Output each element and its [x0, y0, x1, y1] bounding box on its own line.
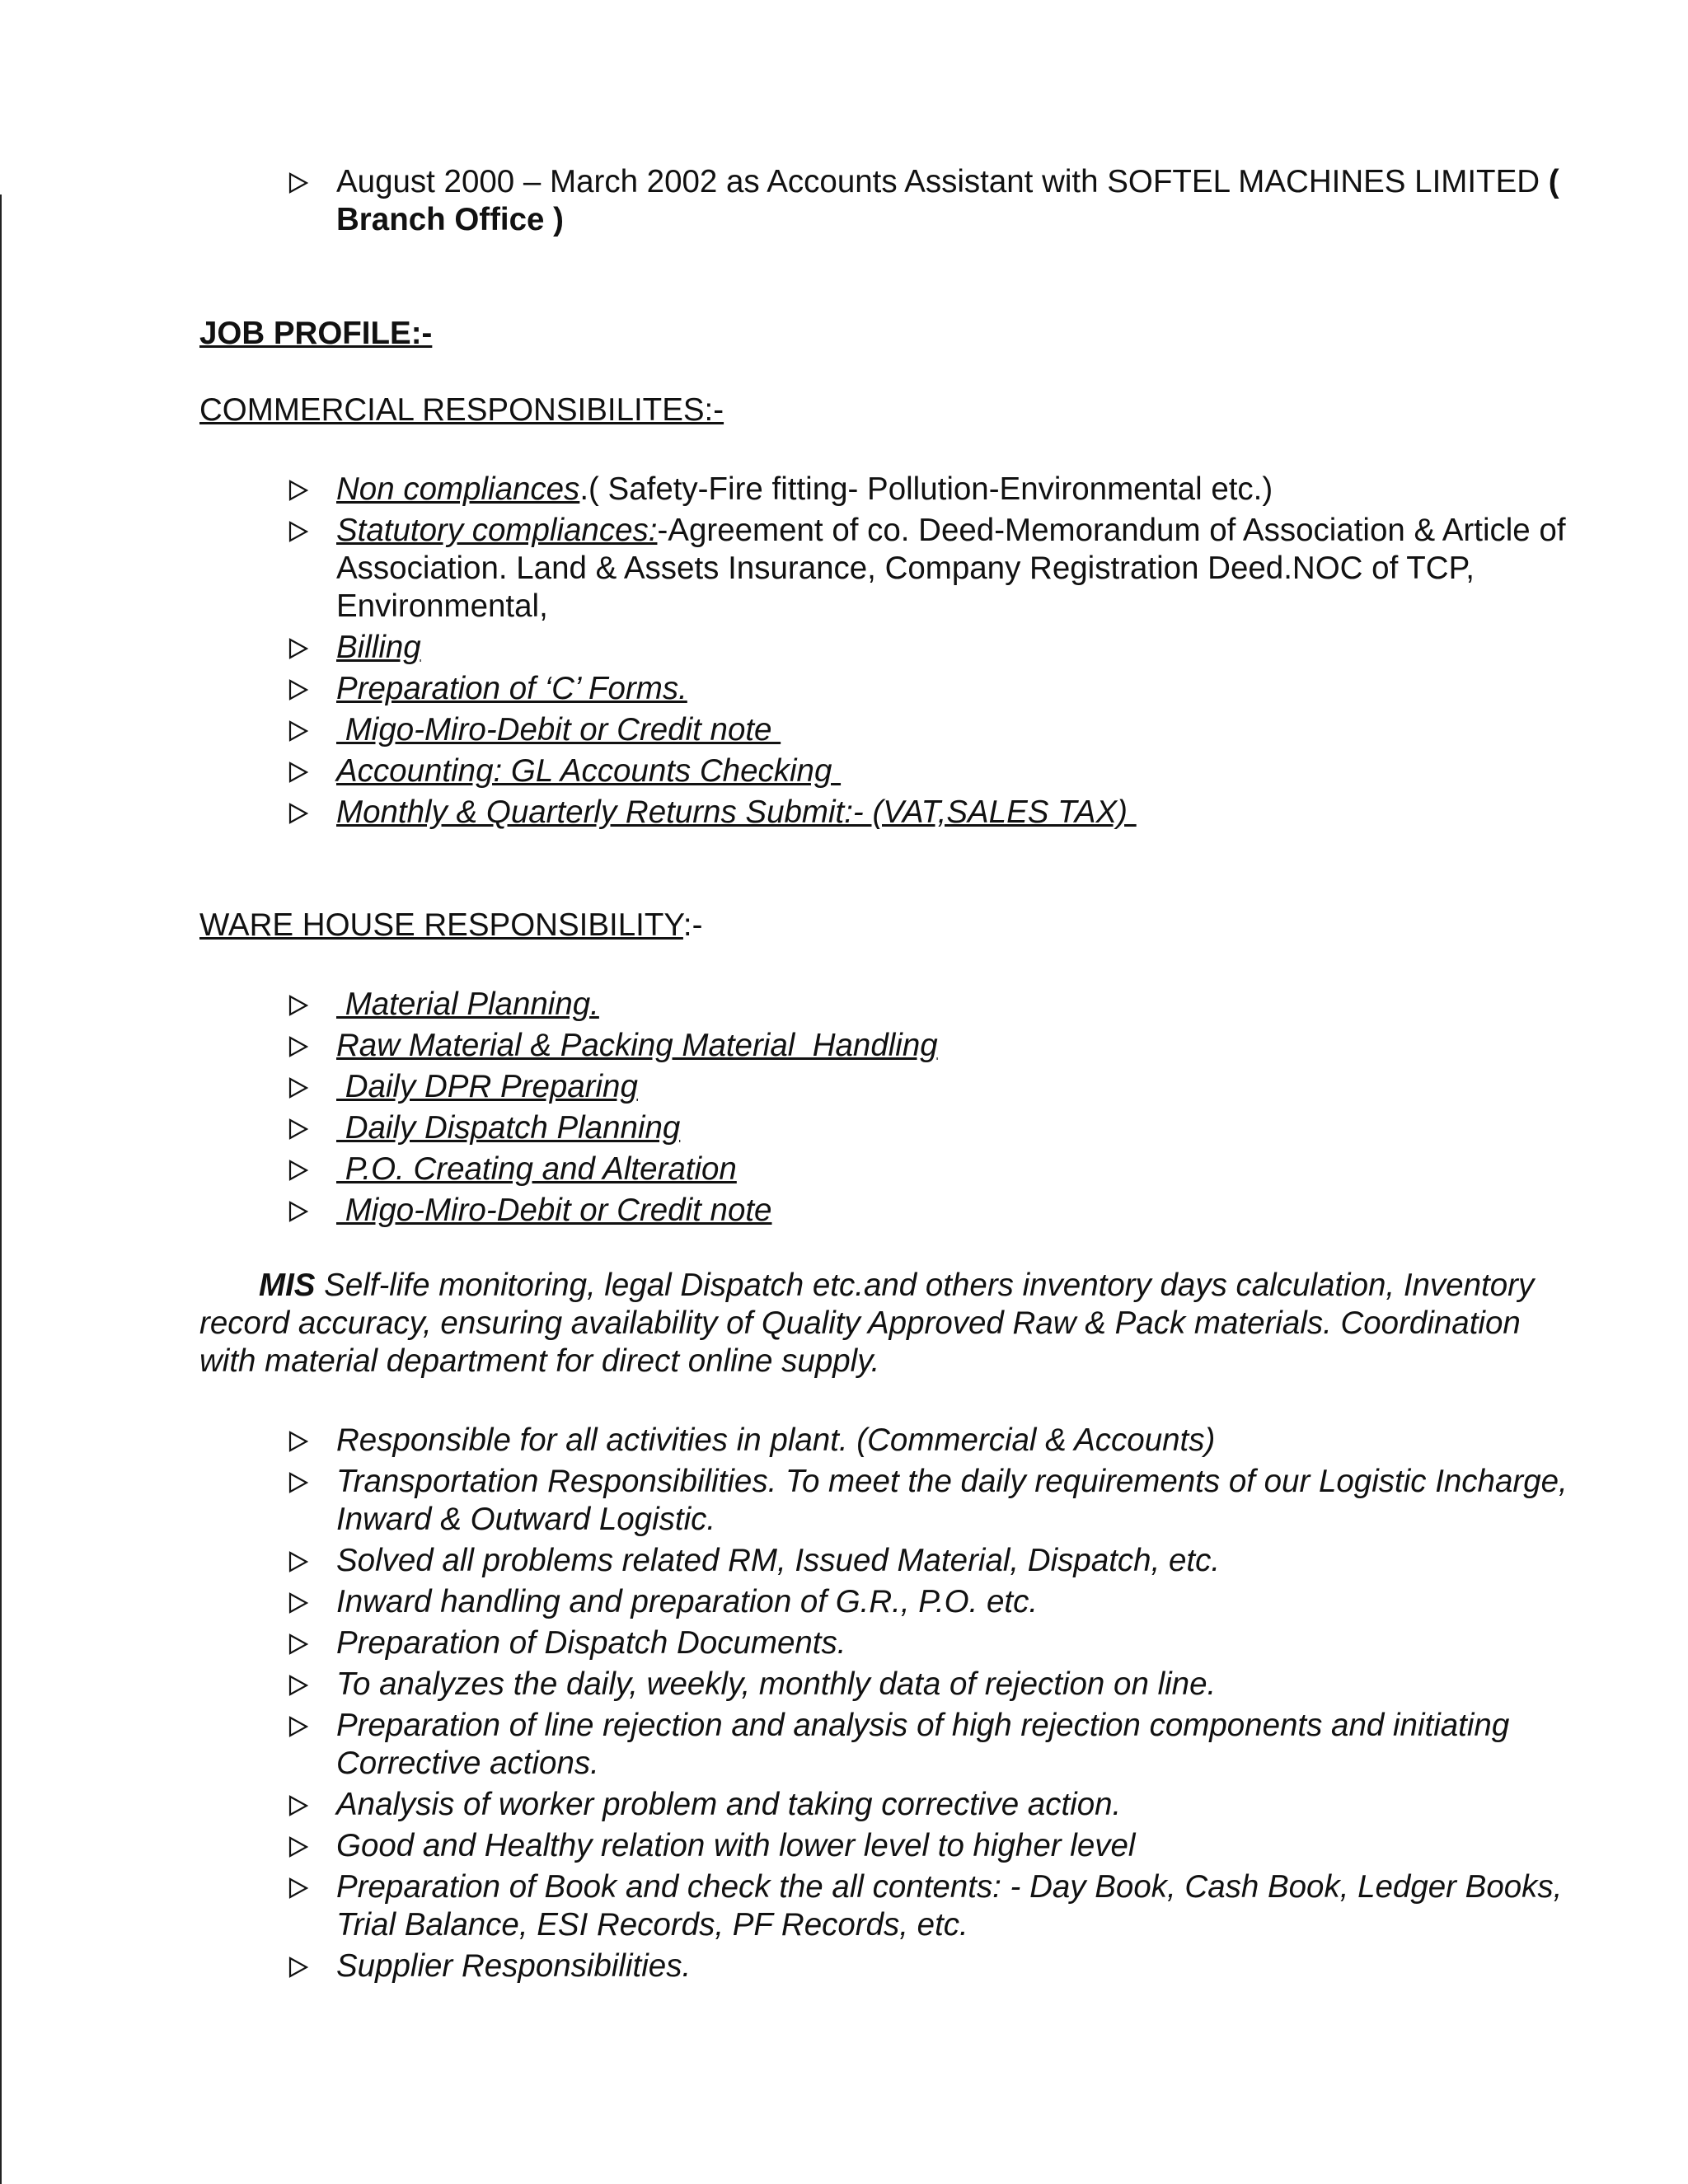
list-item-text: -Agreement of co. Deed-Memorandum of Association & Article of Association. Land & Assets Insurance, Company Registration Deed.NOC of TCP, Environmental, [336, 513, 1566, 624]
triangle-right-icon [288, 1592, 308, 1614]
triangle-right-icon [288, 762, 308, 783]
list-item-lead: Preparation of ‘C’ Forms. [336, 671, 687, 706]
employment-entry-text: August 2000 – March 2002 as Accounts Assistant with SOFTEL MACHINES LIMITED [336, 164, 1549, 199]
list-item [288, 1624, 1574, 1662]
list-item-lead: Statutory compliances: [336, 513, 658, 548]
triangle-right-icon [288, 1795, 308, 1816]
list-item [288, 1666, 1574, 1704]
mis-text: Self-life monitoring, legal Dispatch etc.and others inventory days calculation, Inventory record accuracy, ensuring availability of Quality Approved Raw & Pack materials. Coordination with material department for direct online supply. [199, 1268, 1535, 1379]
warehouse-heading [199, 907, 702, 944]
list-item-lead: Accounting: GL Accounts Checking [336, 753, 842, 789]
warehouse-heading-suffix: :- [682, 907, 703, 943]
page-left-border [0, 194, 2, 2184]
list-item [288, 1151, 1574, 1188]
triangle-right-icon [288, 1957, 308, 1978]
list-item [288, 794, 1574, 832]
triangle-right-icon [288, 1472, 308, 1493]
commercial-heading: COMMERCIAL RESPONSIBILITES:- [199, 392, 724, 428]
list-item-text: To analyzes the daily, weekly, monthly data of rejection on line. [336, 1666, 1217, 1702]
list-item [288, 1068, 1574, 1106]
list-item-lead: Billing [336, 630, 421, 665]
list-item [288, 1868, 1574, 1944]
employment-entry-branch: ( Branch Office ) [336, 164, 1559, 237]
list-item-text: Inward handling and preparation of G.R., P.O. etc. [336, 1584, 1039, 1619]
list-item-text: Material Planning. [336, 987, 599, 1022]
list-item [288, 1786, 1574, 1824]
list-item [288, 670, 1574, 708]
mis-label: MIS [259, 1268, 316, 1303]
list-item [288, 1422, 1574, 1460]
list-item-text: P.O. Creating and Alteration [336, 1151, 737, 1187]
list-item-lead: Non compliances [336, 471, 580, 507]
warehouse-list [288, 986, 1574, 1233]
commercial-list [288, 471, 1574, 835]
list-item [288, 1192, 1574, 1230]
triangle-right-icon [288, 521, 308, 542]
list-item-text: Raw Material & Packing Material Handling [336, 1028, 938, 1063]
list-item [288, 711, 1574, 749]
list-item [288, 1027, 1574, 1065]
list-item-text: Daily DPR Preparing [336, 1069, 638, 1104]
triangle-right-icon [288, 1633, 308, 1655]
list-item-text: Daily Dispatch Planning [336, 1110, 681, 1146]
list-item [288, 512, 1574, 626]
list-item-text: Transportation Responsibilities. To meet the daily requirements of our Logistic Incharge, Inward & Outward Logistic. [336, 1464, 1568, 1537]
triangle-right-icon [288, 679, 308, 701]
list-item-lead: Monthly & Quarterly Returns Submit:- (VAT,SALES TAX) [336, 794, 1137, 830]
triangle-right-icon [288, 1160, 308, 1181]
triangle-right-icon [288, 1877, 308, 1899]
list-item [288, 1583, 1574, 1621]
list-item-text: .( Safety-Fire fitting- Pollution-Environmental etc.) [579, 471, 1273, 507]
triangle-right-icon [288, 1551, 308, 1572]
list-item-text: Preparation of line rejection and analysis of high rejection components and initiating Corrective actions. [336, 1708, 1510, 1781]
list-item [288, 1827, 1574, 1865]
list-item-text: Preparation of Book and check the all contents: - Day Book, Cash Book, Ledger Books, Trial Balance, ESI Records, PF Records, etc. [336, 1869, 1563, 1943]
triangle-right-icon [288, 995, 308, 1016]
triangle-right-icon [288, 720, 308, 742]
employment-list [288, 163, 1574, 242]
list-item [288, 471, 1574, 509]
triangle-right-icon [288, 803, 308, 824]
list-item [288, 1463, 1574, 1539]
triangle-right-icon [288, 480, 308, 501]
list-item-text: Preparation of Dispatch Documents. [336, 1625, 846, 1661]
list-item [288, 986, 1574, 1024]
triangle-right-icon [288, 1431, 308, 1452]
warehouse-heading-text: WARE HOUSE RESPONSIBILITY [199, 907, 683, 943]
list-item-text: Responsible for all activities in plant. (Commercial & Accounts) [336, 1422, 1216, 1458]
list-item-text: Analysis of worker problem and taking corrective action. [336, 1787, 1122, 1822]
list-item [288, 629, 1574, 667]
list-item-text: Good and Healthy relation with lower level to higher level [336, 1828, 1136, 1863]
triangle-right-icon [288, 1675, 308, 1696]
triangle-right-icon [288, 1077, 308, 1099]
list-item-text: Solved all problems related RM, Issued Material, Dispatch, etc. [336, 1543, 1221, 1578]
list-item [288, 1947, 1574, 1985]
triangle-right-icon [288, 1036, 308, 1057]
employment-entry [288, 163, 1574, 239]
list-item [288, 1707, 1574, 1783]
mis-paragraph [199, 1267, 1568, 1380]
list-item-text: Supplier Responsibilities. [336, 1948, 692, 1984]
list-item-text: Migo-Miro-Debit or Credit note [336, 1193, 772, 1228]
triangle-right-icon [288, 1118, 308, 1140]
plant-list [288, 1422, 1574, 1989]
triangle-right-icon [288, 638, 308, 659]
list-item [288, 1542, 1574, 1580]
triangle-right-icon [288, 1836, 308, 1858]
triangle-right-icon [288, 1716, 308, 1737]
list-item [288, 752, 1574, 790]
list-item [288, 1109, 1574, 1147]
list-item-lead: Migo-Miro-Debit or Credit note [336, 712, 781, 748]
triangle-right-icon [288, 172, 308, 194]
job-profile-heading: JOB PROFILE:- [199, 316, 433, 351]
triangle-right-icon [288, 1201, 308, 1222]
